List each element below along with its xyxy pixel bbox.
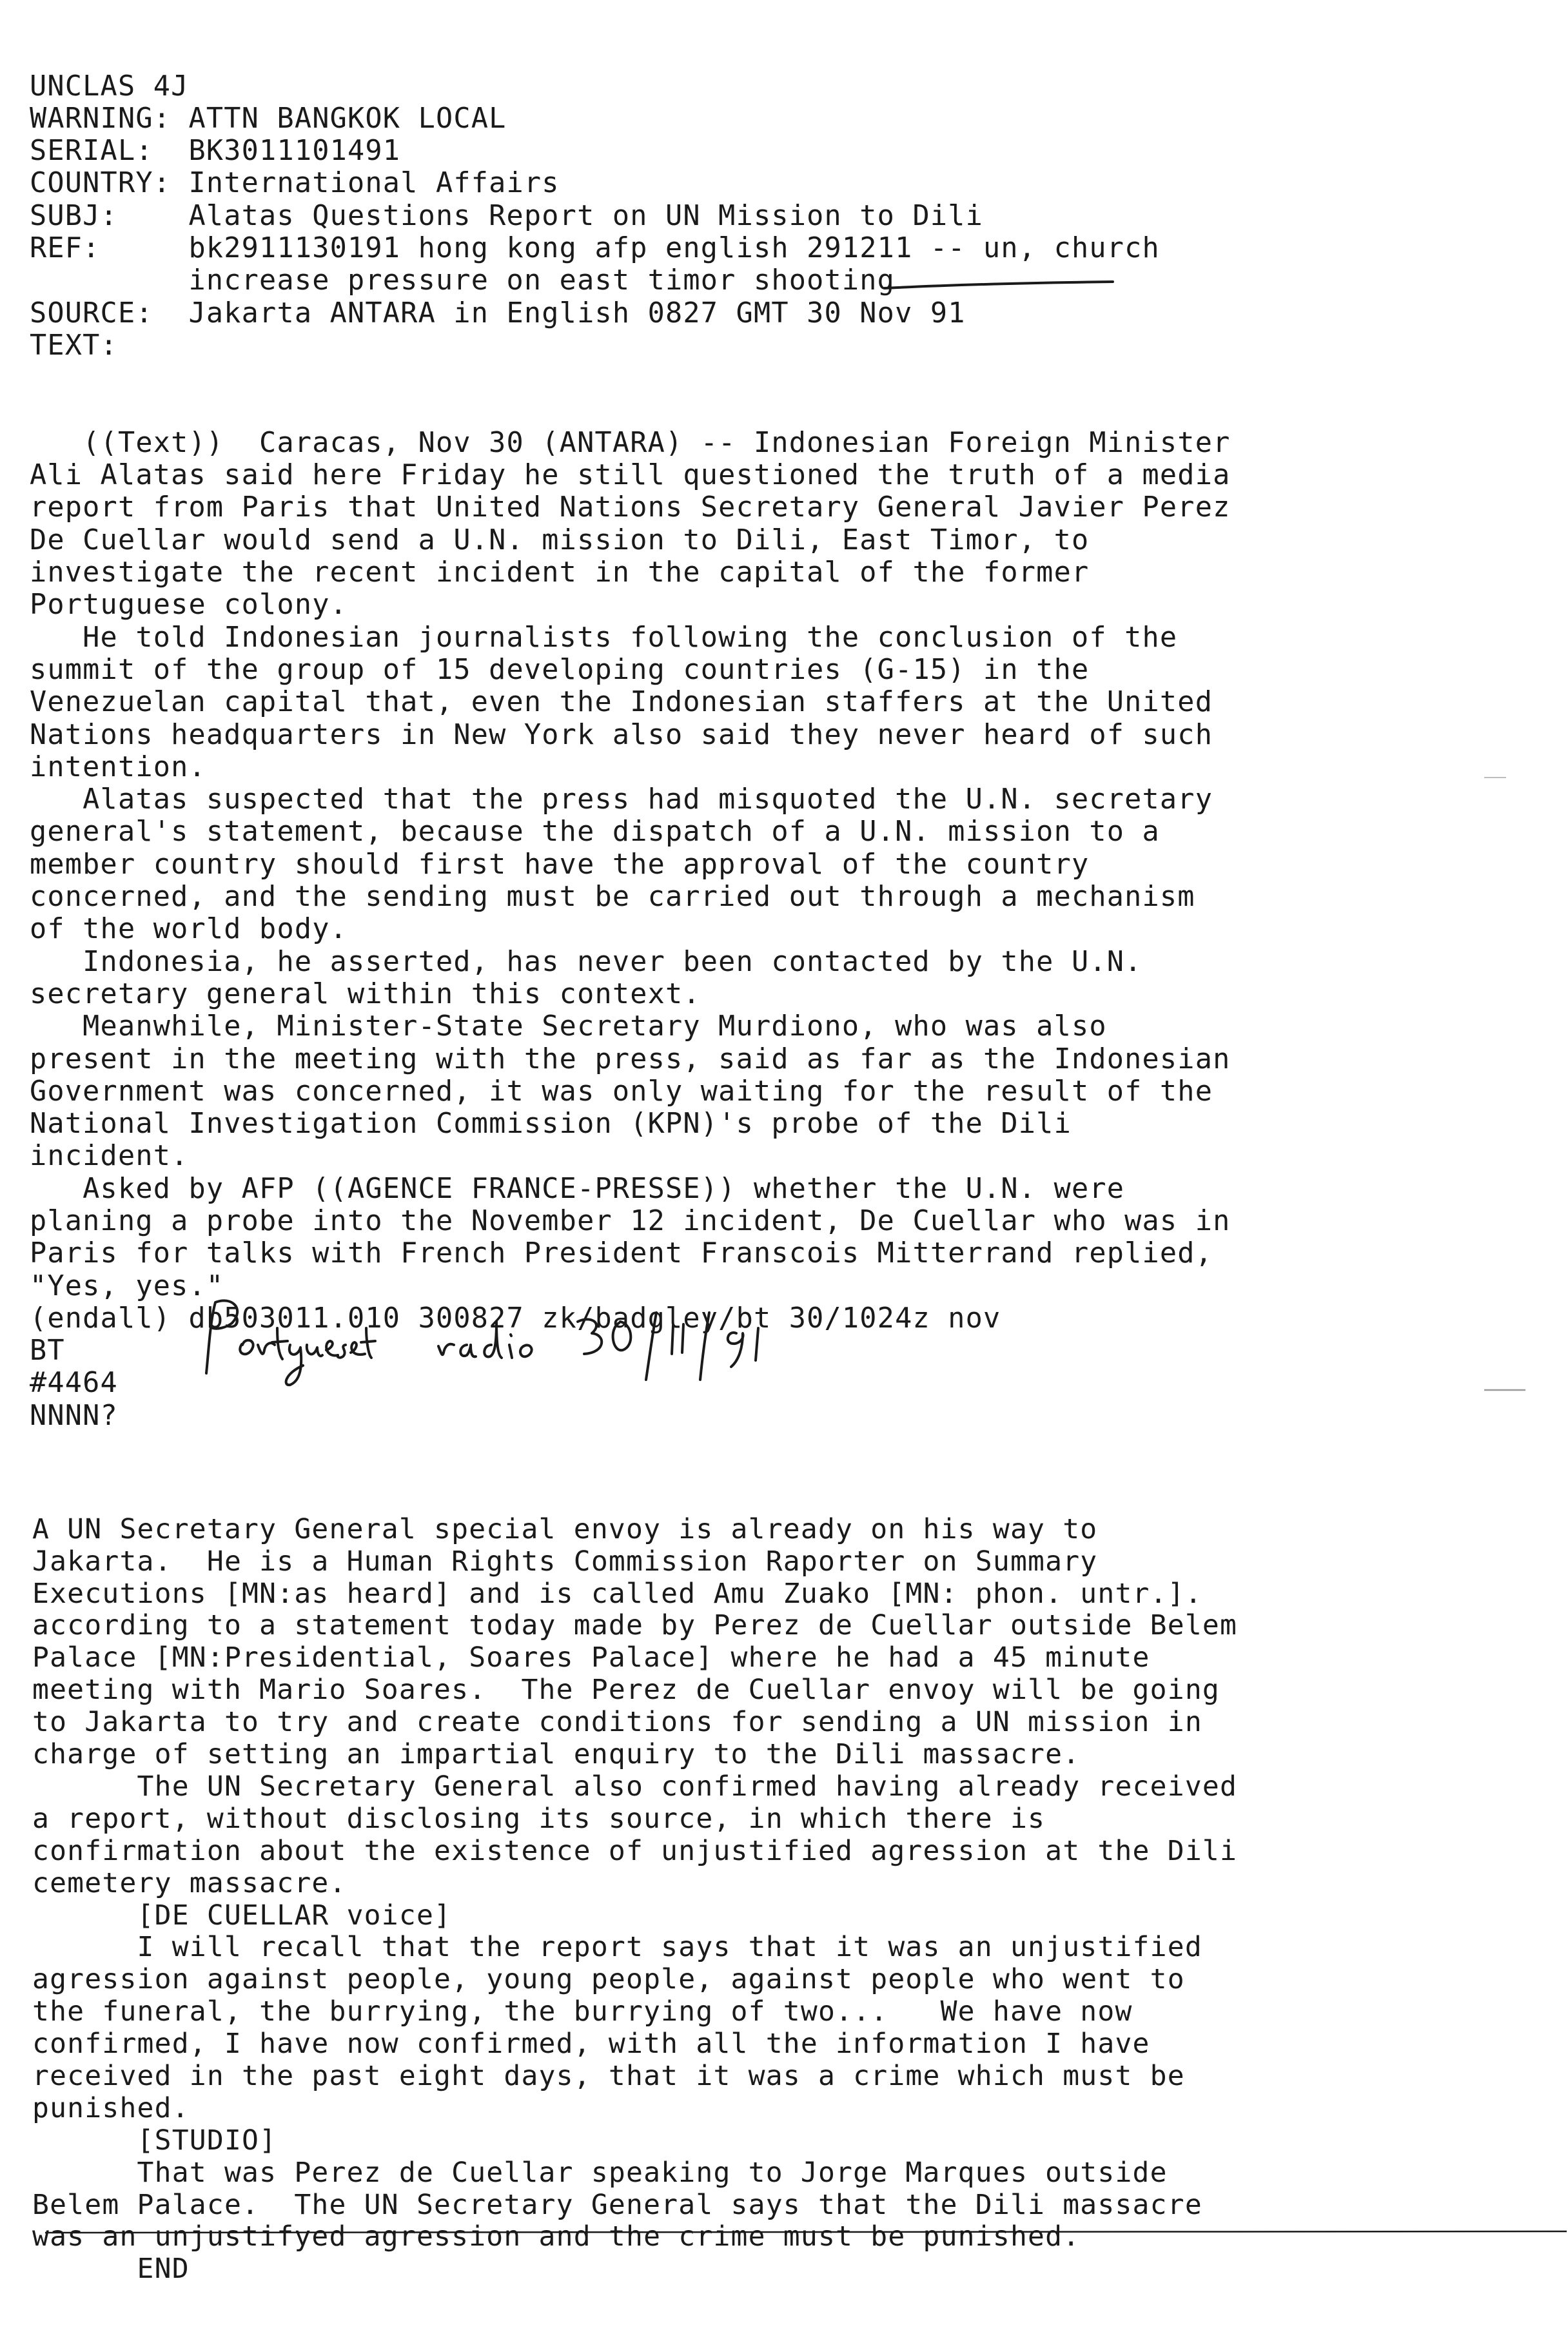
report-line: present in the meeting with the press, said as far as the Indonesian: [30, 1043, 1231, 1075]
report-line: (endall) db503011.010 300827 zk/badgley/bt 30/1024z nov: [30, 1302, 1001, 1335]
radio-transcript: [32, 1449, 1237, 2350]
transcript-line: Jakarta. He is a Human Rights Commission Raporter on Summary: [32, 1545, 1098, 1578]
report-line: Asked by AFP ((AGENCE FRANCE-PRESSE)) whether the U.N. were: [30, 1172, 1125, 1205]
report-line: BT: [30, 1335, 65, 1367]
report-line: of the world body.: [30, 913, 348, 946]
transcript-line: received in the past eight days, that it was a crime which must be: [32, 2059, 1185, 2092]
report-line: intention.: [30, 750, 206, 783]
report-line: planing a probe into the November 12 incident, De Cuellar who was in: [30, 1204, 1231, 1237]
transcript-line: a report, without disclosing its source, in which there is: [32, 1802, 1046, 1835]
report-line: incident.: [30, 1140, 189, 1173]
header-line: SUBJ: Alatas Questions Report on UN Mission to Dili: [30, 199, 984, 232]
report-line: De Cuellar would send a U.N. mission to Dili, East Timor, to: [30, 524, 1090, 556]
bottom-rule: [45, 2229, 1567, 2235]
transcript-line: according to a statement today made by Perez de Cuellar outside Belem: [32, 1609, 1238, 1642]
transcript-line: Executions [MN:as heard] and is called Amu Zuako [MN: phon. untr.].: [32, 1577, 1202, 1610]
transcript-line: That was Perez de Cuellar speaking to Jorge Marques outside: [32, 2156, 1168, 2189]
report-line: Indonesia, he asserted, has never been contacted by the U.N.: [30, 945, 1142, 978]
report-line: He told Indonesian journalists following the conclusion of the: [30, 621, 1178, 654]
header-line: TEXT:: [30, 329, 118, 362]
transcript-line: END: [32, 2253, 190, 2286]
scan-speck: [1483, 774, 1509, 781]
transcript-line: The UN Secretary General also confirmed having already received: [32, 1770, 1238, 1803]
report-line: Nations headquarters in New York also said they never heard of such: [30, 718, 1213, 751]
header-line: UNCLAS 4J: [30, 70, 189, 103]
header-line: WARNING: ATTN BANGKOK LOCAL: [30, 102, 507, 135]
transcript-line: confirmation about the existence of unjustified agression at the Dili: [32, 1834, 1238, 1867]
report-line: "Yes, yes.": [30, 1269, 224, 1302]
transcript-line: to Jakarta to try and create conditions for sending a UN mission in: [32, 1706, 1202, 1739]
report-line: Portuguese colony.: [30, 589, 348, 622]
report-line: member country should first have the approval of the country: [30, 848, 1090, 881]
transcript-line: agression against people, young people, against people who went to: [32, 1963, 1185, 1996]
report-line: Meanwhile, Minister-State Secretary Murdiono, who was also: [30, 1010, 1107, 1043]
header-line: SOURCE: Jakarta ANTARA in English 0827 GMT 30 Nov 91: [30, 297, 966, 329]
transcript-line: Palace [MN:Presidential, Soares Palace] where he had a 45 minute: [32, 1641, 1150, 1674]
scan-speck: [1483, 1386, 1528, 1394]
report-line: Venezuelan capital that, even the Indonesian staffers at the United: [30, 686, 1213, 719]
report-line: report from Paris that United Nations Secretary General Javier Perez: [30, 491, 1231, 524]
transcript-line: cemetery massacre.: [32, 1866, 347, 1899]
report-line: National Investigation Commission (KPN)'s probe of the Dili: [30, 1108, 1072, 1141]
transcript-line: [DE CUELLAR voice]: [32, 1899, 452, 1932]
handwritten-note: [193, 1283, 825, 1393]
transcript-line: Belem Palace. The UN Secretary General says that the Dili massacre: [32, 2188, 1202, 2221]
report-line: secretary general within this context.: [30, 977, 701, 1010]
transcript-line: I will recall that the report says that it was an unjustified: [32, 1931, 1202, 1964]
transcript-line: the funeral, the burrying, the burrying of two... We have now: [32, 1995, 1133, 2028]
transcript-line: punished.: [32, 2091, 190, 2124]
header-line: SERIAL: BK3011101491: [30, 135, 401, 168]
transcript-line: was an unjustifyed agression and the crime must be punished.: [32, 2220, 1081, 2253]
transcript-line: charge of setting an impartial enquiry to the Dili massacre.: [32, 1738, 1081, 1771]
report-line: Ali Alatas said here Friday he still questioned the truth of a media: [30, 459, 1231, 492]
telex-body: [30, 427, 1230, 1432]
report-line: Alatas suspected that the press had misquoted the U.N. secretary: [30, 783, 1213, 816]
report-line: Government was concerned, it was only waiting for the result of the: [30, 1075, 1213, 1108]
report-line: investigate the recent incident in the capital of the former: [30, 556, 1090, 589]
report-line: general's statement, because the dispatch of a U.N. mission to a: [30, 816, 1160, 848]
header-line: COUNTRY: International Affairs: [30, 167, 560, 200]
header-line: increase pressure on east timor shooting: [30, 264, 896, 297]
transcript-body: [32, 1514, 1237, 2286]
report-line: ((Text)) Caracas, Nov 30 (ANTARA) -- Indonesian Foreign Minister: [30, 426, 1231, 459]
report-line: concerned, and the sending must be carried out through a mechanism: [30, 881, 1195, 914]
hand-drawn-underline: [883, 274, 1115, 300]
report-line: NNNN?: [30, 1399, 118, 1432]
report-line: #4464: [30, 1367, 118, 1400]
telex-header: [30, 70, 1230, 362]
report-line: Paris for talks with French President Franscois Mitterrand replied,: [30, 1237, 1213, 1270]
report-line: summit of the group of 15 developing countries (G-15) in the: [30, 653, 1090, 686]
transcript-line: A UN Secretary General special envoy is already on his way to: [32, 1513, 1098, 1545]
telex-report: [30, 5, 1230, 1497]
header-line: REF: bk2911130191 hong kong afp english 291211 -- un, church: [30, 232, 1160, 265]
transcript-line: confirmed, I have now confirmed, with all the information I have: [32, 2028, 1150, 2061]
transcript-line: meeting with Mario Soares. The Perez de Cuellar envoy will be going: [32, 1674, 1220, 1707]
transcript-line: [STUDIO]: [32, 2124, 277, 2157]
